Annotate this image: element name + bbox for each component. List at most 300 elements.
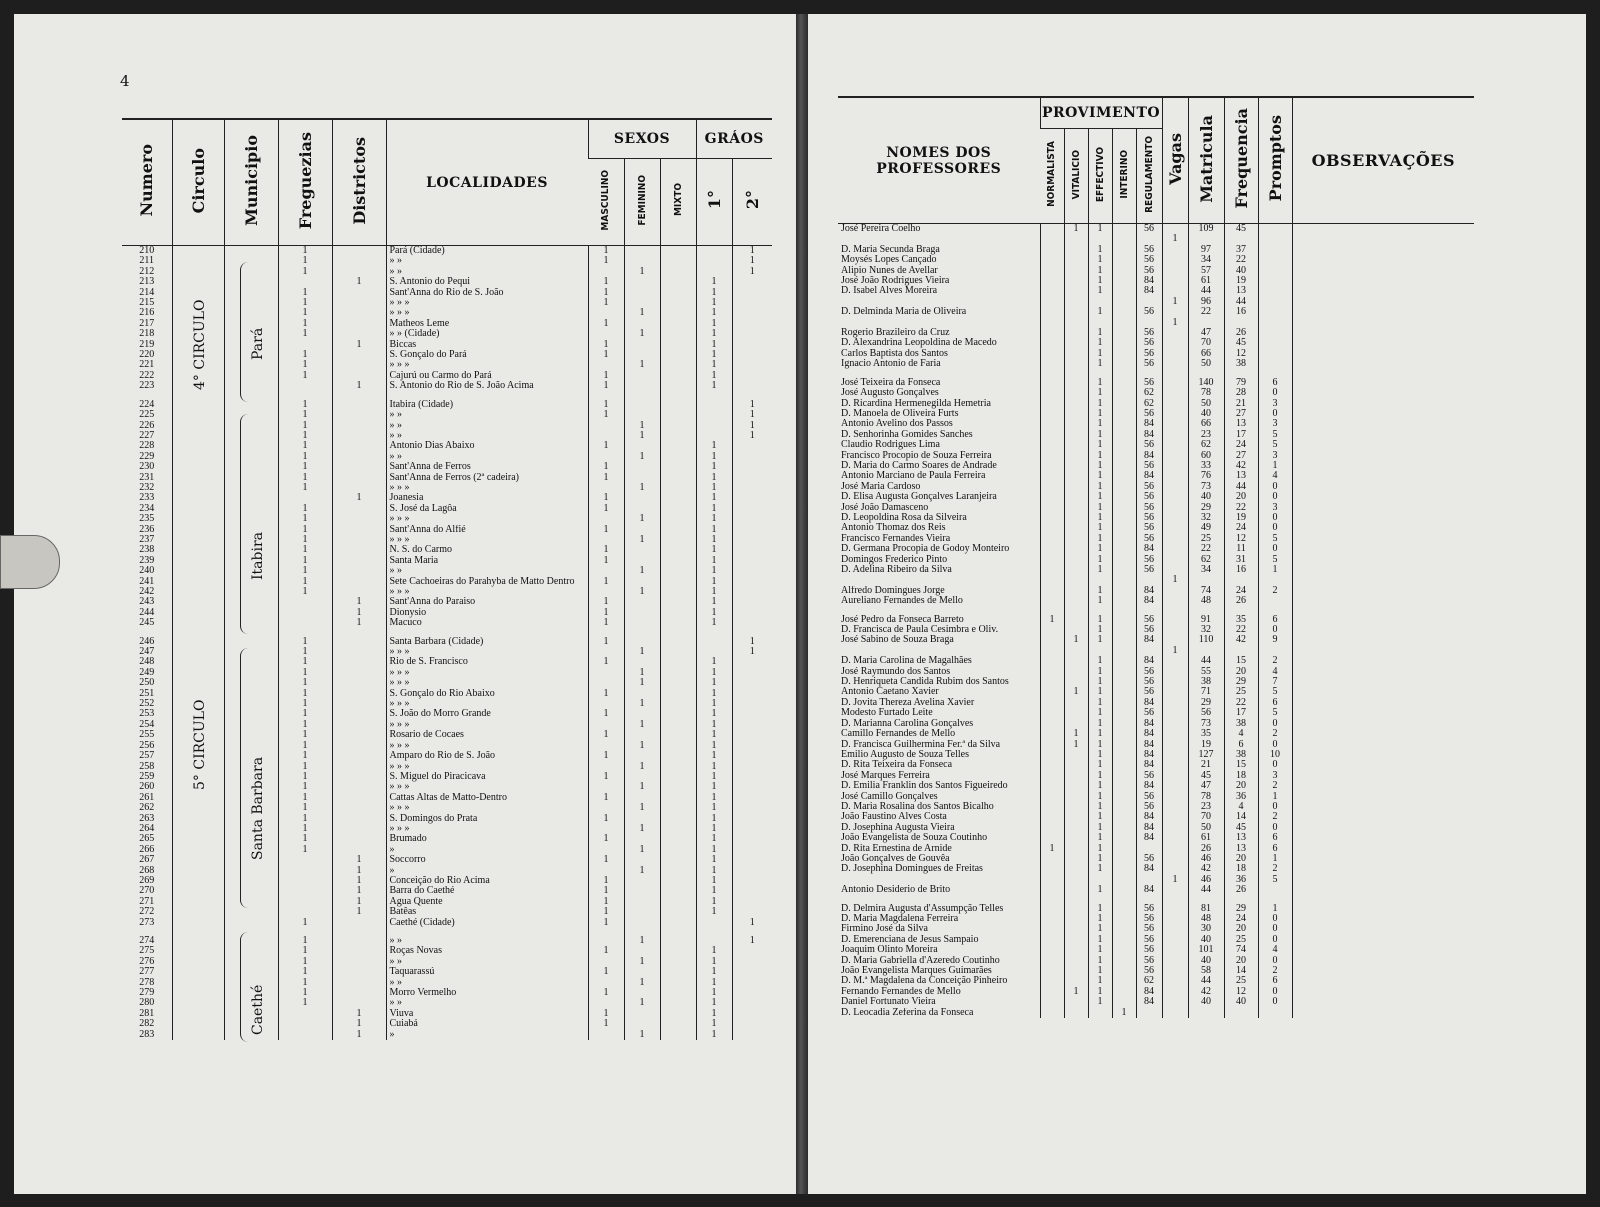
feminino-cell: 1 bbox=[624, 720, 660, 730]
masculino-cell: 1 bbox=[588, 918, 624, 928]
effectivo-cell: 1 bbox=[1088, 740, 1112, 750]
districto-cell: 1 bbox=[332, 618, 386, 628]
districto-cell bbox=[332, 762, 386, 772]
grao-2-cell bbox=[732, 473, 772, 483]
table-row bbox=[838, 461, 1474, 471]
effectivo-cell bbox=[1088, 875, 1112, 885]
grao-1-cell: 1 bbox=[696, 772, 732, 782]
effectivo-cell bbox=[1088, 646, 1112, 656]
grao-1-cell: 1 bbox=[696, 277, 732, 287]
table-row bbox=[838, 833, 1474, 843]
table-row bbox=[122, 410, 772, 420]
table-row bbox=[122, 473, 772, 483]
vagas-cell: 1 bbox=[1162, 297, 1188, 307]
grao-1-cell: 1 bbox=[696, 525, 732, 535]
row-number: 244 bbox=[139, 607, 155, 618]
masculino-cell: 1 bbox=[588, 876, 624, 886]
promptos-cell: 2 bbox=[1258, 966, 1292, 976]
vitalicio-cell bbox=[1064, 318, 1088, 328]
vitalicio-cell bbox=[1064, 575, 1088, 585]
row-number: 261 bbox=[139, 792, 155, 803]
interino-cell bbox=[1112, 740, 1136, 750]
circulo-cell bbox=[172, 618, 224, 628]
masculino-cell: 1 bbox=[588, 410, 624, 420]
table-row bbox=[838, 667, 1474, 677]
gap-cell bbox=[696, 392, 732, 400]
circulo-cell bbox=[172, 473, 224, 483]
freguezia-cell: 1 bbox=[278, 647, 332, 657]
table-row bbox=[122, 545, 772, 555]
header-freguezias: Freguezias bbox=[278, 120, 332, 246]
grao-2-cell bbox=[732, 988, 772, 998]
table-row bbox=[122, 462, 772, 472]
feminino-cell: 1 bbox=[624, 360, 660, 370]
vagas-cell bbox=[1162, 378, 1188, 388]
vitalicio-cell bbox=[1064, 976, 1088, 986]
table-row bbox=[122, 834, 772, 844]
mixto-cell bbox=[660, 689, 696, 699]
interino-cell bbox=[1112, 729, 1136, 739]
grao-1-cell: 1 bbox=[696, 946, 732, 956]
freguezia-cell: 1 bbox=[278, 824, 332, 834]
interino-cell bbox=[1112, 388, 1136, 398]
interino-cell bbox=[1112, 667, 1136, 677]
frequencia-cell: 22 bbox=[1224, 255, 1258, 265]
gap-cell bbox=[838, 607, 1040, 615]
observacoes-cell bbox=[1292, 812, 1474, 822]
interino-cell bbox=[1112, 492, 1136, 502]
header-mixto: MIXTO bbox=[660, 159, 696, 246]
districto-cell: 1 bbox=[332, 886, 386, 896]
effectivo-cell: 1 bbox=[1088, 503, 1112, 513]
matricula-cell: 76 bbox=[1188, 471, 1224, 481]
districto-cell: 1 bbox=[332, 897, 386, 907]
effectivo-cell: 1 bbox=[1088, 224, 1112, 235]
table-row bbox=[838, 677, 1474, 687]
grao-1-cell: 1 bbox=[696, 608, 732, 618]
freguezia-cell: 1 bbox=[278, 814, 332, 824]
mixto-cell bbox=[660, 371, 696, 381]
effectivo-cell: 1 bbox=[1088, 708, 1112, 718]
circulo-cell bbox=[172, 514, 224, 524]
masculino-cell: 1 bbox=[588, 597, 624, 607]
effectivo-cell: 1 bbox=[1088, 513, 1112, 523]
vitalicio-cell bbox=[1064, 388, 1088, 398]
observacoes-cell bbox=[1292, 677, 1474, 687]
observacoes-cell bbox=[1292, 492, 1474, 502]
feminino-cell bbox=[624, 288, 660, 298]
vagas-cell bbox=[1162, 586, 1188, 596]
masculino-cell bbox=[588, 866, 624, 876]
frequencia-cell: 12 bbox=[1224, 534, 1258, 544]
professor-name-cell: D. Elisa Augusta Gonçalves Laranjeira bbox=[841, 492, 997, 503]
districto-cell bbox=[332, 793, 386, 803]
promptos-cell: 0 bbox=[1258, 544, 1292, 554]
vagas-cell bbox=[1162, 266, 1188, 276]
table-row bbox=[838, 276, 1474, 286]
freguezia-cell bbox=[278, 855, 332, 865]
professor-name-cell: D. Delmira Augusta d'Assumpção Telles bbox=[841, 903, 1004, 914]
professor-name-cell: D. Maria Secunda Braga bbox=[841, 244, 940, 255]
effectivo-cell: 1 bbox=[1088, 328, 1112, 338]
masculino-cell: 1 bbox=[588, 545, 624, 555]
vagas-cell bbox=[1162, 503, 1188, 513]
grao-1-cell: 1 bbox=[696, 876, 732, 886]
promptos-cell: 5 bbox=[1258, 687, 1292, 697]
normalista-cell bbox=[1040, 461, 1064, 471]
table-row bbox=[122, 618, 772, 628]
interino-cell bbox=[1112, 750, 1136, 760]
promptos-cell: 0 bbox=[1258, 914, 1292, 924]
feminino-cell bbox=[624, 730, 660, 740]
regulamento-cell: 84 bbox=[1136, 635, 1162, 645]
table-row bbox=[122, 350, 772, 360]
regulamento-cell: 56 bbox=[1136, 625, 1162, 635]
masculino-cell bbox=[588, 936, 624, 946]
table-row bbox=[838, 719, 1474, 729]
promptos-cell: 0 bbox=[1258, 409, 1292, 419]
observacoes-cell bbox=[1292, 565, 1474, 575]
municipio-cell bbox=[224, 267, 278, 277]
frequencia-cell: 79 bbox=[1224, 378, 1258, 388]
feminino-cell: 1 bbox=[624, 762, 660, 772]
vitalicio-cell bbox=[1064, 750, 1088, 760]
interino-cell bbox=[1112, 924, 1136, 934]
feminino-cell: 1 bbox=[624, 483, 660, 493]
municipio-cell bbox=[224, 678, 278, 688]
vitalicio-cell bbox=[1064, 875, 1088, 885]
districto-cell bbox=[332, 772, 386, 782]
mixto-cell bbox=[660, 452, 696, 462]
localidade-cell: Joanesia bbox=[386, 493, 588, 503]
interino-cell bbox=[1112, 656, 1136, 666]
freguezia-cell bbox=[278, 340, 332, 350]
circulo-cell bbox=[172, 410, 224, 420]
row-number: 233 bbox=[139, 493, 155, 504]
grao-2-cell bbox=[732, 340, 772, 350]
feminino-cell: 1 bbox=[624, 566, 660, 576]
feminino-cell bbox=[624, 473, 660, 483]
vagas-cell: 1 bbox=[1162, 318, 1188, 328]
grao-2-cell bbox=[732, 566, 772, 576]
matricula-cell: 56 bbox=[1188, 708, 1224, 718]
districto-cell bbox=[332, 504, 386, 514]
regulamento-cell bbox=[1136, 1008, 1162, 1018]
regulamento-cell: 84 bbox=[1136, 451, 1162, 461]
districto-cell bbox=[332, 577, 386, 587]
grao-1-cell: 1 bbox=[696, 855, 732, 865]
table-row bbox=[122, 936, 772, 946]
interino-cell bbox=[1112, 698, 1136, 708]
municipio-cell bbox=[224, 462, 278, 472]
grao-1-cell: 1 bbox=[696, 709, 732, 719]
vitalicio-cell: 1 bbox=[1064, 987, 1088, 997]
frequencia-cell bbox=[1224, 646, 1258, 656]
masculino-cell: 1 bbox=[588, 288, 624, 298]
table-row bbox=[838, 687, 1474, 697]
municipio-brace bbox=[240, 262, 251, 402]
professor-name-cell: D. Leopoldina Rosa da Silveira bbox=[841, 512, 967, 523]
table-row bbox=[122, 298, 772, 308]
circulo-cell bbox=[172, 431, 224, 441]
regulamento-cell: 84 bbox=[1136, 286, 1162, 296]
masculino-cell bbox=[588, 431, 624, 441]
localidade-cell: » bbox=[386, 1030, 588, 1040]
table-row bbox=[838, 966, 1474, 976]
observacoes-cell bbox=[1292, 935, 1474, 945]
regulamento-cell bbox=[1136, 875, 1162, 885]
regulamento-cell: 62 bbox=[1136, 976, 1162, 986]
matricula-cell bbox=[1188, 646, 1224, 656]
grao-1-cell bbox=[696, 246, 732, 257]
districto-cell bbox=[332, 267, 386, 277]
interino-cell bbox=[1112, 904, 1136, 914]
circulo-cell bbox=[172, 441, 224, 451]
vagas-cell bbox=[1162, 255, 1188, 265]
observacoes-cell bbox=[1292, 482, 1474, 492]
grao-1-cell: 1 bbox=[696, 845, 732, 855]
observacoes-cell bbox=[1292, 956, 1474, 966]
circulo-cell bbox=[172, 967, 224, 977]
localidade-cell: Cattas Altas de Matto-Dentro bbox=[386, 793, 588, 803]
normalista-cell: 1 bbox=[1040, 844, 1064, 854]
frequencia-cell: 35 bbox=[1224, 615, 1258, 625]
observacoes-cell bbox=[1292, 750, 1474, 760]
row-number: 231 bbox=[139, 472, 155, 483]
mixto-cell bbox=[660, 936, 696, 946]
freguezia-cell: 1 bbox=[278, 845, 332, 855]
matricula-cell: 35 bbox=[1188, 729, 1224, 739]
feminino-cell bbox=[624, 1019, 660, 1029]
header-districtos: Districtos bbox=[332, 120, 386, 246]
frequencia-cell: 20 bbox=[1224, 854, 1258, 864]
table-row bbox=[838, 956, 1474, 966]
regulamento-cell bbox=[1136, 575, 1162, 585]
table-row bbox=[122, 277, 772, 287]
table-row bbox=[122, 668, 772, 678]
circulo-cell bbox=[172, 855, 224, 865]
observacoes-cell bbox=[1292, 224, 1474, 235]
table-row bbox=[122, 381, 772, 391]
row-number: 223 bbox=[139, 381, 155, 392]
regulamento-cell: 84 bbox=[1136, 544, 1162, 554]
professor-name-cell: D. Delminda Maria de Oliveira bbox=[841, 307, 967, 318]
localidade-cell: Sant'Anna do Paraiso bbox=[386, 597, 588, 607]
localidade-cell: » » » bbox=[386, 298, 588, 308]
table-row bbox=[838, 286, 1474, 296]
grao-2-cell bbox=[732, 782, 772, 792]
professor-name-cell: Modesto Furtado Leite bbox=[841, 708, 933, 719]
vagas-cell bbox=[1162, 615, 1188, 625]
page-number: 4 bbox=[120, 72, 130, 90]
effectivo-cell: 1 bbox=[1088, 596, 1112, 606]
gap-cell bbox=[224, 928, 278, 936]
professor-name-cell: D. Maria Gabriella d'Azeredo Coutinho bbox=[841, 955, 1000, 966]
interino-cell bbox=[1112, 349, 1136, 359]
promptos-cell bbox=[1258, 596, 1292, 606]
vitalicio-cell bbox=[1064, 781, 1088, 791]
table-row bbox=[122, 762, 772, 772]
professor-name-cell: D. Jovita Thereza Avelina Xavier bbox=[841, 697, 975, 708]
normalista-cell bbox=[1040, 625, 1064, 635]
regulamento-cell: 56 bbox=[1136, 338, 1162, 348]
municipio-cell bbox=[224, 421, 278, 431]
frequencia-cell bbox=[1224, 575, 1258, 585]
table-row bbox=[838, 349, 1474, 359]
table-row bbox=[122, 421, 772, 431]
interino-cell bbox=[1112, 823, 1136, 833]
professor-name-cell: D. Ricardina Hermenegilda Hemetria bbox=[841, 398, 991, 409]
interino-cell bbox=[1112, 864, 1136, 874]
header-numero: Numero bbox=[122, 120, 172, 246]
table-row bbox=[838, 976, 1474, 986]
observacoes-cell bbox=[1292, 388, 1474, 398]
circulo-cell bbox=[172, 936, 224, 946]
row-number: 272 bbox=[139, 907, 155, 918]
masculino-cell bbox=[588, 978, 624, 988]
vitalicio-cell bbox=[1064, 792, 1088, 802]
districto-cell: 1 bbox=[332, 493, 386, 503]
grao-2-cell bbox=[732, 978, 772, 988]
interino-cell bbox=[1112, 544, 1136, 554]
promptos-cell bbox=[1258, 266, 1292, 276]
normalista-cell bbox=[1040, 997, 1064, 1007]
table-row bbox=[838, 823, 1474, 833]
grao-2-cell bbox=[732, 329, 772, 339]
observacoes-cell bbox=[1292, 555, 1474, 565]
professor-name-cell: D. Alexandrina Leopoldina de Macedo bbox=[841, 338, 997, 349]
grao-1-cell bbox=[696, 256, 732, 266]
grao-2-cell: 1 bbox=[732, 400, 772, 410]
row-number: 225 bbox=[139, 410, 155, 421]
table-row bbox=[838, 625, 1474, 635]
vagas-cell bbox=[1162, 945, 1188, 955]
vagas-cell bbox=[1162, 461, 1188, 471]
promptos-cell: 0 bbox=[1258, 997, 1292, 1007]
professor-name-cell: Antonio Thomaz dos Reis bbox=[841, 523, 946, 534]
row-number: 258 bbox=[139, 761, 155, 772]
feminino-cell bbox=[624, 814, 660, 824]
freguezia-cell bbox=[278, 1009, 332, 1019]
regulamento-cell bbox=[1136, 318, 1162, 328]
localidade-cell: S. Domingos do Prata bbox=[386, 814, 588, 824]
grao-2-cell bbox=[732, 483, 772, 493]
matricula-cell: 48 bbox=[1188, 914, 1224, 924]
normalista-cell bbox=[1040, 297, 1064, 307]
matricula-cell: 46 bbox=[1188, 854, 1224, 864]
masculino-cell bbox=[588, 803, 624, 813]
feminino-cell: 1 bbox=[624, 866, 660, 876]
freguezia-cell: 1 bbox=[278, 577, 332, 587]
gap-cell bbox=[696, 928, 732, 936]
masculino-cell: 1 bbox=[588, 793, 624, 803]
freguezia-cell bbox=[278, 876, 332, 886]
masculino-cell bbox=[588, 452, 624, 462]
localidade-cell: » » bbox=[386, 452, 588, 462]
promptos-cell: 5 bbox=[1258, 875, 1292, 885]
gap-cell bbox=[1188, 370, 1224, 378]
feminino-cell bbox=[624, 350, 660, 360]
table-row bbox=[122, 493, 772, 503]
vitalicio-cell bbox=[1064, 276, 1088, 286]
normalista-cell bbox=[1040, 286, 1064, 296]
professor-name-cell: Firmino José da Silva bbox=[841, 924, 928, 935]
vitalicio-cell bbox=[1064, 615, 1088, 625]
promptos-cell bbox=[1258, 286, 1292, 296]
frequencia-cell: 29 bbox=[1224, 904, 1258, 914]
regulamento-cell: 62 bbox=[1136, 399, 1162, 409]
grao-1-cell: 1 bbox=[696, 886, 732, 896]
feminino-cell: 1 bbox=[624, 782, 660, 792]
municipio-cell bbox=[224, 483, 278, 493]
table-row bbox=[838, 635, 1474, 645]
circulo-cell bbox=[172, 493, 224, 503]
frequencia-cell bbox=[1224, 318, 1258, 328]
frequencia-cell: 15 bbox=[1224, 656, 1258, 666]
localidade-cell: » » » bbox=[386, 587, 588, 597]
masculino-cell: 1 bbox=[588, 441, 624, 451]
grao-1-cell bbox=[696, 431, 732, 441]
normalista-cell bbox=[1040, 833, 1064, 843]
grao-1-cell: 1 bbox=[696, 793, 732, 803]
circulo-cell bbox=[172, 1030, 224, 1040]
localidade-cell: » » » bbox=[386, 782, 588, 792]
feminino-cell: 1 bbox=[624, 308, 660, 318]
table-row bbox=[838, 812, 1474, 822]
table-row bbox=[838, 760, 1474, 770]
municipio-cell bbox=[224, 441, 278, 451]
municipio-caethe-label: Caethé bbox=[250, 984, 266, 1035]
effectivo-cell: 1 bbox=[1088, 760, 1112, 770]
vagas-cell bbox=[1162, 276, 1188, 286]
gap-cell bbox=[1088, 370, 1112, 378]
normalista-cell bbox=[1040, 419, 1064, 429]
promptos-cell: 0 bbox=[1258, 987, 1292, 997]
observacoes-cell bbox=[1292, 575, 1474, 585]
mixto-cell bbox=[660, 866, 696, 876]
observacoes-cell bbox=[1292, 667, 1474, 677]
masculino-cell: 1 bbox=[588, 772, 624, 782]
grao-1-cell: 1 bbox=[696, 957, 732, 967]
effectivo-cell: 1 bbox=[1088, 255, 1112, 265]
freguezia-cell bbox=[278, 866, 332, 876]
mixto-cell bbox=[660, 988, 696, 998]
frequencia-cell: 38 bbox=[1224, 719, 1258, 729]
table-row bbox=[122, 720, 772, 730]
gap-cell bbox=[588, 928, 624, 936]
observacoes-cell bbox=[1292, 844, 1474, 854]
observacoes-cell bbox=[1292, 740, 1474, 750]
municipio-cell bbox=[224, 709, 278, 719]
observacoes-cell bbox=[1292, 854, 1474, 864]
grao-2-cell bbox=[732, 371, 772, 381]
interino-cell bbox=[1112, 338, 1136, 348]
grao-1-cell: 1 bbox=[696, 514, 732, 524]
vitalicio-cell bbox=[1064, 492, 1088, 502]
row-number: 248 bbox=[139, 657, 155, 668]
promptos-cell bbox=[1258, 297, 1292, 307]
vitalicio-cell bbox=[1064, 523, 1088, 533]
professor-name-cell: José Pereira Coelho bbox=[841, 223, 921, 234]
observacoes-cell bbox=[1292, 255, 1474, 265]
regulamento-cell: 84 bbox=[1136, 997, 1162, 1007]
frequencia-cell bbox=[1224, 1008, 1258, 1018]
gap-cell bbox=[1292, 896, 1474, 904]
regulamento-cell: 56 bbox=[1136, 615, 1162, 625]
effectivo-cell: 1 bbox=[1088, 802, 1112, 812]
matricula-cell: 19 bbox=[1188, 740, 1224, 750]
feminino-cell bbox=[624, 410, 660, 420]
